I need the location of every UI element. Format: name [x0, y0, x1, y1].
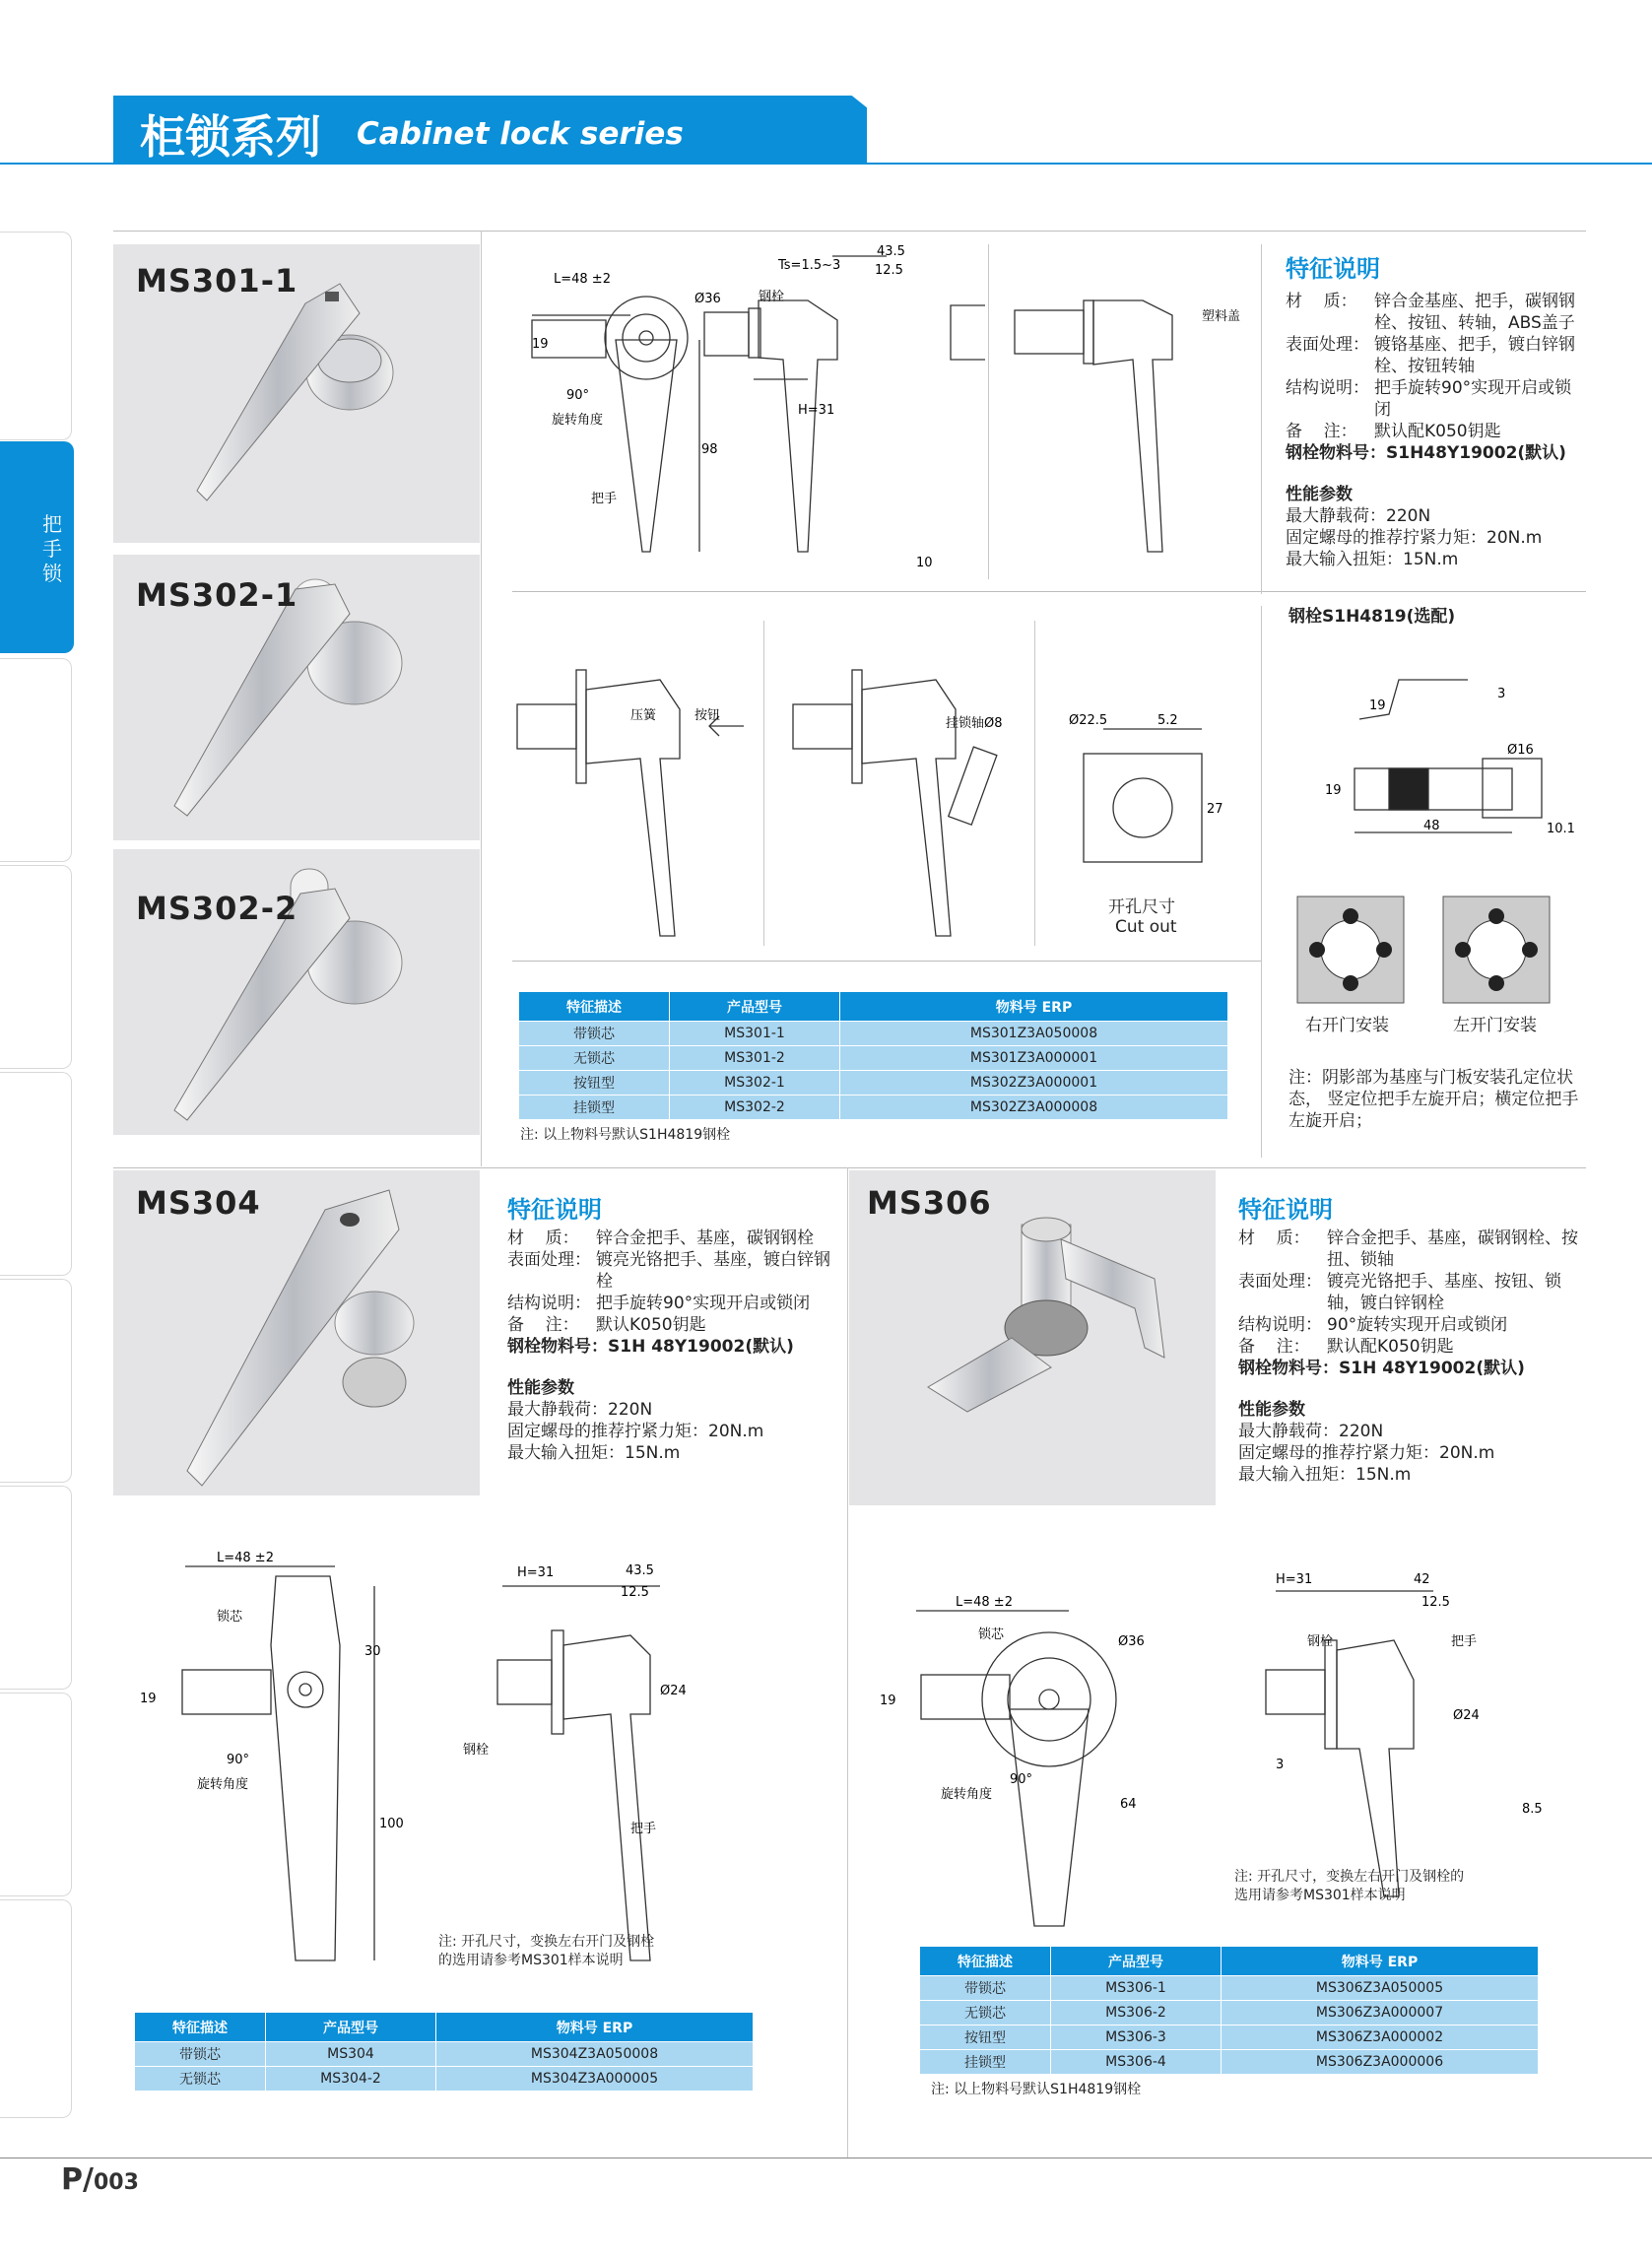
table-cell: MS306Z3A050005 — [1222, 1976, 1539, 2001]
bolt-code: 钢栓物料号：S1H 48Y19002(默认) — [1238, 1359, 1525, 1378]
dimension-label: 8.5 — [1522, 1802, 1543, 1817]
table-row — [920, 2026, 1539, 2050]
table-cell: MS306Z3A000006 — [1222, 2050, 1539, 2075]
dimension-label: 钢栓 — [1307, 1634, 1334, 1649]
table-cell: MS306-3 — [1051, 2026, 1222, 2050]
table-cell: MS304-2 — [266, 2067, 436, 2092]
performance-item: 固定螺母的推荐拧紧力矩：20N.m — [507, 1422, 764, 1441]
drawing-ms301-side — [995, 286, 1256, 562]
table-header: 物料号 ERP — [436, 2013, 754, 2042]
feature-key: 表面处理： — [1238, 1272, 1322, 1292]
table-note: 注: 以上物料号默认S1H4819钢栓 — [520, 1127, 731, 1143]
dimension-label: 64 — [1120, 1797, 1137, 1812]
feature-value: 默认配K050钥匙 — [1374, 422, 1501, 441]
cutout-label-en: Cut out — [1115, 917, 1177, 937]
divider — [988, 244, 989, 579]
table-cell: 无锁芯 — [519, 1046, 670, 1071]
dimension-label: 30 — [364, 1644, 381, 1659]
page-prefix: P/ — [61, 2162, 94, 2197]
performance-item: 最大静载荷：220N — [507, 1400, 653, 1420]
bolt-code: 钢栓物料号：S1H48Y19002(默认) — [1286, 443, 1566, 463]
table-cell: MS301-2 — [670, 1046, 840, 1071]
dimension-label: 钢栓 — [759, 290, 785, 304]
dimension-label: 5.2 — [1157, 713, 1178, 728]
dimension-label: 98 — [701, 442, 718, 457]
table-cell: 挂锁型 — [519, 1096, 670, 1120]
dimension-label: 10 — [916, 556, 933, 570]
table-header: 物料号 ERP — [840, 992, 1228, 1022]
dimension-label: H=31 — [517, 1565, 555, 1580]
dimension-label: 锁芯 — [978, 1627, 1005, 1642]
table-row — [920, 2001, 1539, 2026]
dimension-label: 把手 — [591, 492, 618, 506]
side-tab[interactable] — [0, 1072, 72, 1276]
divider — [113, 1167, 1586, 1168]
dimension-label: 钢栓 — [463, 1743, 490, 1758]
dimension-label: 塑料盖 — [1202, 309, 1241, 324]
side-tab[interactable] — [0, 658, 72, 862]
table-cell: MS304Z3A050008 — [436, 2042, 754, 2067]
dimension-label: 42 — [1414, 1572, 1430, 1587]
feature-value: 镀亮光铬把手、基座、按钮、锁轴，镀白锌钢栓 — [1327, 1272, 1561, 1313]
feature-key: 表面处理： — [1286, 335, 1369, 355]
performance-item: 最大输入扭矩：15N.m — [507, 1443, 681, 1463]
feature-key: 结构说明： — [1238, 1315, 1322, 1335]
feature-value: 锌合金基座、把手，碳钢钢栓、按钮、转轴，ABS盖子 — [1374, 292, 1575, 333]
dimension-label: Ø22.5 — [1069, 713, 1108, 728]
dimension-label: 3 — [1497, 687, 1506, 701]
table-cell: MS304Z3A000005 — [436, 2067, 754, 2092]
install-diagrams — [1295, 892, 1561, 1010]
table-header: 特征描述 — [519, 992, 670, 1022]
side-tab[interactable] — [0, 1279, 72, 1483]
divider — [512, 961, 1261, 962]
dimension-label: Ø36 — [1118, 1634, 1145, 1649]
side-tab[interactable] — [0, 232, 72, 440]
model-label: MS302-1 — [136, 576, 298, 614]
feature-key: 表面处理： — [507, 1250, 591, 1270]
table-row — [519, 1046, 1228, 1071]
table-cell: MS306-2 — [1051, 2001, 1222, 2026]
divider — [1261, 606, 1262, 1158]
feature-value: 镀亮光铬把手、基座，镀白锌钢栓 — [596, 1250, 830, 1292]
table-cell: 带锁芯 — [519, 1022, 670, 1046]
performance-item: 最大静载荷：220N — [1286, 506, 1431, 526]
side-tab[interactable] — [0, 1486, 72, 1690]
callout-label: 挂锁轴Ø8 — [946, 716, 1003, 731]
table-row — [519, 1071, 1228, 1096]
drawing-ms304 — [128, 1547, 837, 1980]
feature-title: 特征说明 — [507, 1196, 602, 1224]
table-cell: MS301-1 — [670, 1022, 840, 1046]
table-cell: 按钮型 — [920, 2026, 1051, 2050]
drawing-ms301-front — [512, 241, 985, 581]
table-header: 产品型号 — [1051, 1947, 1222, 1976]
dimension-label: Ø24 — [660, 1684, 687, 1698]
callout-label: 压簧 — [630, 708, 657, 723]
dimension-label: H=31 — [1276, 1572, 1313, 1587]
table-cell: 带锁芯 — [135, 2042, 266, 2067]
table-header-row — [920, 1947, 1539, 1976]
dimension-label: H=31 — [798, 403, 835, 418]
dimension-label: 19 — [1369, 698, 1386, 713]
install-note: 注：阴影部为基座与门板安装孔定位状态， 竖定位把手左旋开启；横定位把手左旋开启； — [1289, 1068, 1579, 1131]
dimension-label: 90° — [227, 1753, 250, 1767]
model-label: MS301-1 — [136, 262, 298, 299]
performance-item: 固定螺母的推荐拧紧力矩：20N.m — [1286, 528, 1543, 548]
table-header: 物料号 ERP — [1222, 1947, 1539, 1976]
dimension-label: 旋转角度 — [941, 1787, 993, 1802]
bolt-option-title: 钢栓S1H4819(选配) — [1289, 607, 1456, 627]
dimension-label: 10.1 — [1547, 822, 1575, 836]
table-cell: MS306Z3A000007 — [1222, 2001, 1539, 2026]
dimension-label: 把手 — [1451, 1634, 1478, 1649]
dimension-label: 12.5 — [1421, 1595, 1450, 1610]
dimension-label: 12.5 — [875, 263, 903, 278]
table-cell: MS304 — [266, 2042, 436, 2067]
table-cell: MS306-4 — [1051, 2050, 1222, 2075]
spec-table — [519, 992, 1228, 1119]
dimension-label: 90° — [1010, 1772, 1033, 1787]
table-header-row — [135, 2013, 754, 2042]
dimension-label: 旋转角度 — [552, 413, 604, 428]
page-number — [61, 2162, 139, 2197]
table-cell: MS301Z3A050008 — [840, 1022, 1228, 1046]
model-label: MS302-2 — [136, 890, 298, 927]
divider — [512, 591, 1586, 592]
feature-value: 默认配K050钥匙 — [1327, 1337, 1454, 1357]
install-left-label: 左开门安装 — [1453, 1016, 1537, 1035]
callout-label: 按钮 — [694, 708, 721, 723]
table-row — [920, 2050, 1539, 2075]
feature-value: 把手旋转90°实现开启或锁闭 — [1374, 378, 1572, 420]
table-row — [519, 1022, 1228, 1046]
page-title-en: Cabinet lock series — [357, 116, 684, 152]
dimension-label: 19 — [140, 1692, 157, 1706]
table-cell: 无锁芯 — [920, 2001, 1051, 2026]
performance-title: 性能参数 — [1286, 485, 1353, 504]
dimension-label: 48 — [1423, 819, 1440, 833]
dimension-label: 43.5 — [626, 1563, 654, 1578]
model-label: MS304 — [136, 1184, 261, 1222]
table-cell: 带锁芯 — [920, 1976, 1051, 2001]
dimension-label: 100 — [379, 1817, 404, 1831]
dimension-label: 90° — [566, 388, 590, 403]
performance-item: 最大输入扭矩：15N.m — [1238, 1465, 1412, 1485]
table-header: 产品型号 — [266, 2013, 436, 2042]
feature-value: 把手旋转90°实现开启或锁闭 — [596, 1294, 811, 1313]
table-row — [920, 1976, 1539, 2001]
feature-key: 材 质： — [507, 1229, 579, 1248]
table-row — [519, 1096, 1228, 1120]
page-title-cn: 柜锁系列 — [140, 110, 321, 164]
table-row — [135, 2042, 754, 2067]
feature-value: 90°旋转实现开启或锁闭 — [1327, 1315, 1508, 1335]
table-cell: MS301Z3A000001 — [840, 1046, 1228, 1071]
feature-key: 材 质： — [1238, 1229, 1310, 1248]
performance-title: 性能参数 — [507, 1378, 574, 1398]
feature-key: 结构说明： — [1286, 378, 1369, 398]
feature-list — [507, 1228, 832, 1464]
dimension-label: Ø24 — [1453, 1708, 1480, 1723]
table-cell: 挂锁型 — [920, 2050, 1051, 2075]
dimension-label: 12.5 — [621, 1585, 649, 1600]
feature-key: 结构说明： — [507, 1294, 591, 1313]
dimension-label: Ø36 — [694, 292, 721, 306]
performance-item: 最大输入扭矩：15N.m — [1286, 550, 1459, 569]
table-note: 注: 以上物料号默认S1H4819钢栓 — [931, 2082, 1142, 2097]
table-cell: MS302-2 — [670, 1096, 840, 1120]
page-num: 003 — [93, 2170, 139, 2195]
table-cell: MS302Z3A000008 — [840, 1096, 1228, 1120]
side-tab[interactable] — [0, 1693, 72, 1896]
feature-key: 材 质： — [1286, 292, 1357, 311]
dimension-label: Ø16 — [1507, 743, 1534, 758]
spec-table — [920, 1947, 1539, 2074]
model-label: MS306 — [867, 1184, 992, 1222]
dimension-label: L=48 ±2 — [554, 272, 611, 287]
drawing-note: 注: 开孔尺寸，变换左右开门及钢栓的选用请参考MS301样本说明 — [438, 1934, 655, 1968]
drawing-bolt-option — [1310, 660, 1576, 857]
table-cell: MS302-1 — [670, 1071, 840, 1096]
side-tab[interactable] — [0, 1899, 72, 2118]
table-header: 特征描述 — [135, 2013, 266, 2042]
feature-value: 锌合金把手、基座，碳钢钢栓 — [596, 1229, 814, 1248]
dimension-label: 3 — [1276, 1758, 1285, 1772]
side-tab-label: 把手锁 — [42, 512, 62, 585]
table-header: 特征描述 — [920, 1947, 1051, 1976]
dimension-label: 把手 — [630, 1822, 657, 1836]
performance-item: 最大静载荷：220N — [1238, 1422, 1384, 1441]
feature-value: 锌合金把手、基座，碳钢钢栓、按扭、锁轴 — [1327, 1229, 1578, 1270]
drawing-note: 注: 开孔尺寸，变换左右开门及钢栓的选用请参考MS301样本说明 — [1234, 1869, 1465, 1903]
performance-title: 性能参数 — [1238, 1400, 1305, 1420]
divider — [481, 231, 482, 1166]
feature-title: 特征说明 — [1238, 1196, 1333, 1224]
dimension-label: L=48 ±2 — [956, 1595, 1013, 1610]
dimension-label: 27 — [1207, 802, 1223, 817]
dimension-label: 43.5 — [877, 244, 905, 259]
divider — [1261, 244, 1262, 594]
dimension-label: 锁芯 — [217, 1610, 243, 1625]
side-tab[interactable] — [0, 865, 72, 1069]
table-cell: MS306-1 — [1051, 1976, 1222, 2001]
feature-title: 特征说明 — [1286, 255, 1380, 283]
bolt-code: 钢栓物料号：S1H 48Y19002(默认) — [507, 1337, 794, 1357]
table-cell: MS302Z3A000001 — [840, 1071, 1228, 1096]
table-header: 产品型号 — [670, 992, 840, 1022]
dimension-label: L=48 ±2 — [217, 1551, 274, 1565]
table-cell: MS306Z3A000002 — [1222, 2026, 1539, 2050]
feature-list — [1286, 291, 1581, 570]
feature-list — [1238, 1228, 1578, 1486]
performance-item: 固定螺母的推荐拧紧力矩：20N.m — [1238, 1443, 1495, 1463]
cutout-label-cn: 开孔尺寸 — [1108, 897, 1175, 917]
table-cell: 无锁芯 — [135, 2067, 266, 2092]
spec-table — [135, 2013, 754, 2091]
table-row — [135, 2067, 754, 2092]
divider — [847, 1167, 848, 2158]
dimension-label: 19 — [532, 337, 549, 352]
divider — [113, 231, 1586, 232]
feature-value: 默认K050钥匙 — [596, 1315, 706, 1335]
dimension-label: 19 — [880, 1694, 896, 1708]
feature-key: 备 注： — [1238, 1337, 1310, 1357]
dimension-label: Ts=1.5~3 — [778, 258, 841, 273]
feature-key: 备 注： — [507, 1315, 579, 1335]
feature-value: 镀铬基座、把手，镀白锌钢栓、按钮转轴 — [1374, 335, 1575, 376]
table-header-row — [519, 992, 1228, 1022]
dimension-label: 19 — [1325, 783, 1342, 798]
table-cell: 按钮型 — [519, 1071, 670, 1096]
install-right-label: 右开门安装 — [1305, 1016, 1389, 1035]
dimension-label: 旋转角度 — [197, 1777, 249, 1792]
feature-key: 备 注： — [1286, 422, 1357, 441]
